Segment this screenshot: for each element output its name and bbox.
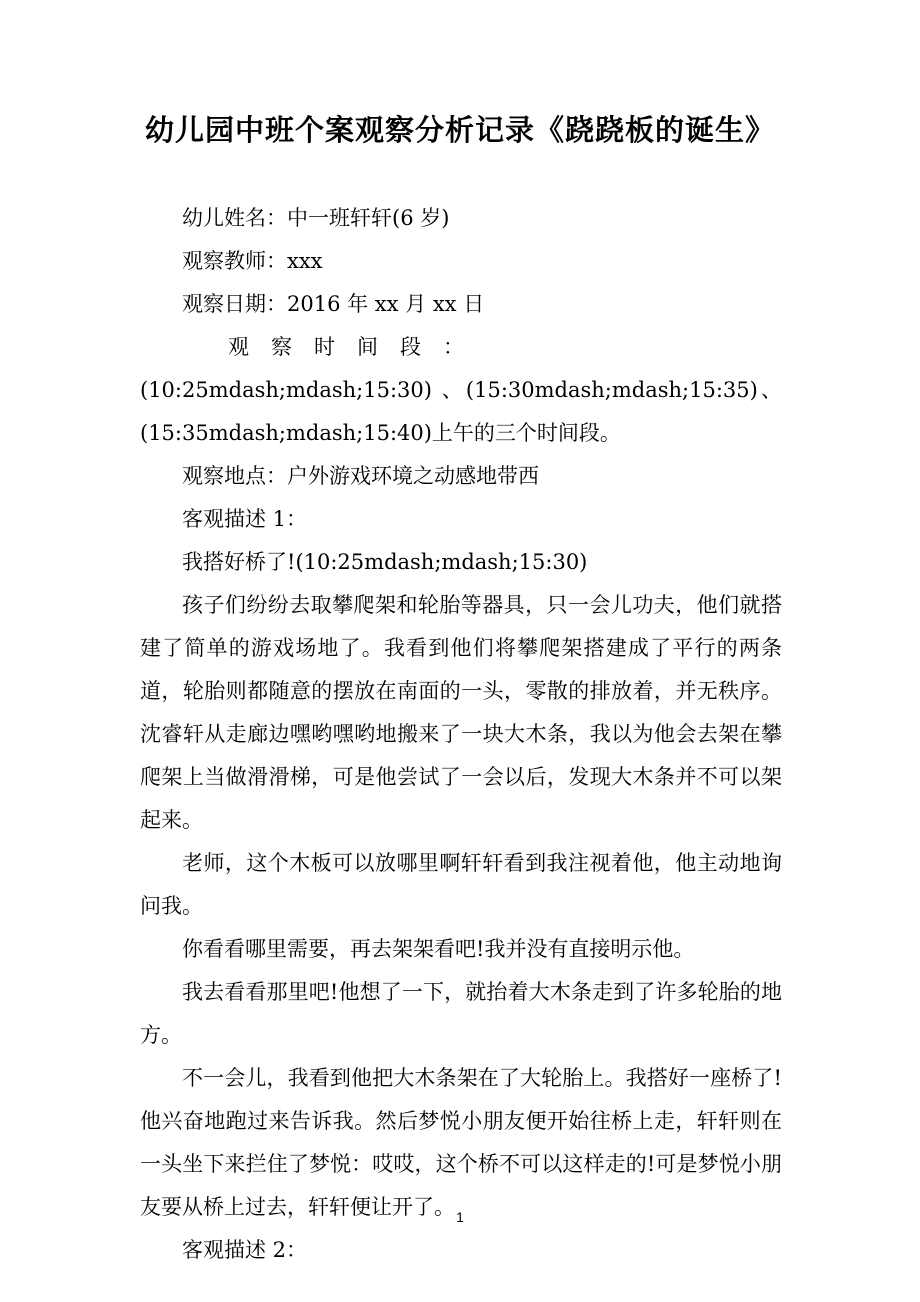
teacher-line: 观察教师：xxx (182, 249, 323, 273)
paragraph-4: 我去看看那里吧!他想了一下，就抬着大木条走到了许多轮胎的地方。 (140, 980, 782, 1047)
paragraph-2: 老师，这个木板可以放哪里啊轩轩看到我注视着他，他主动地询问我。 (140, 851, 782, 918)
date-line: 观察日期：2016 年 xx 月 xx 日 (182, 292, 485, 316)
location-line: 观察地点：户外游戏环境之动感地带西 (182, 464, 539, 488)
paragraph-1: 孩子们纷纷去取攀爬架和轮胎等器具，只一会儿功夫，他们就搭建了简单的游戏场地了。我看到他们将攀爬架搭建成了平行的两条道，轮胎则都随意的摆放在南面的一头，零散的排放着，并无秩序。沈睿轩从走廊边嘿哟嘿哟地搬来了一块大木条，我以为他会去架在攀爬架上当做滑滑梯，可是他尝试了一会以后，发现大木条并不可以架起来。 (140, 593, 782, 832)
description-1-subtitle: 我搭好桥了!(10:25mdash;mdash;15:30) (182, 550, 588, 574)
document-body (140, 197, 782, 1272)
observation-time-line (140, 326, 782, 455)
page-number: 1 (456, 1209, 464, 1225)
document-title: 幼儿园中班个案观察分析记录《跷跷板的诞生》 (144, 113, 775, 147)
observation-time-value: (10:25mdash;mdash;15:30) 、(15:30mdash;mdash;15:35)、(15:35mdash;mdash;15:40)上午的三个时间段。 (140, 378, 782, 445)
observation-time-label: 观察时间段： (228, 335, 486, 359)
description-2-heading: 客观描述 2： (182, 1238, 308, 1262)
paragraph-3: 你看看哪里需要，再去架架看吧!我并没有直接明示他。 (182, 937, 695, 961)
child-name-line: 幼儿姓名：中一班轩轩(6 岁) (182, 206, 450, 230)
description-1-heading: 客观描述 1： (182, 507, 308, 531)
paragraph-5: 不一会儿，我看到他把大木条架在了大轮胎上。我搭好一座桥了!他兴奋地跑过来告诉我。然后梦悦小朋友便开始往桥上走，轩轩则在一头坐下来拦住了梦悦：哎哎，这个桥不可以这样走的!可是梦悦小朋友要从桥上过去，轩轩便让开了。 (140, 1066, 782, 1219)
